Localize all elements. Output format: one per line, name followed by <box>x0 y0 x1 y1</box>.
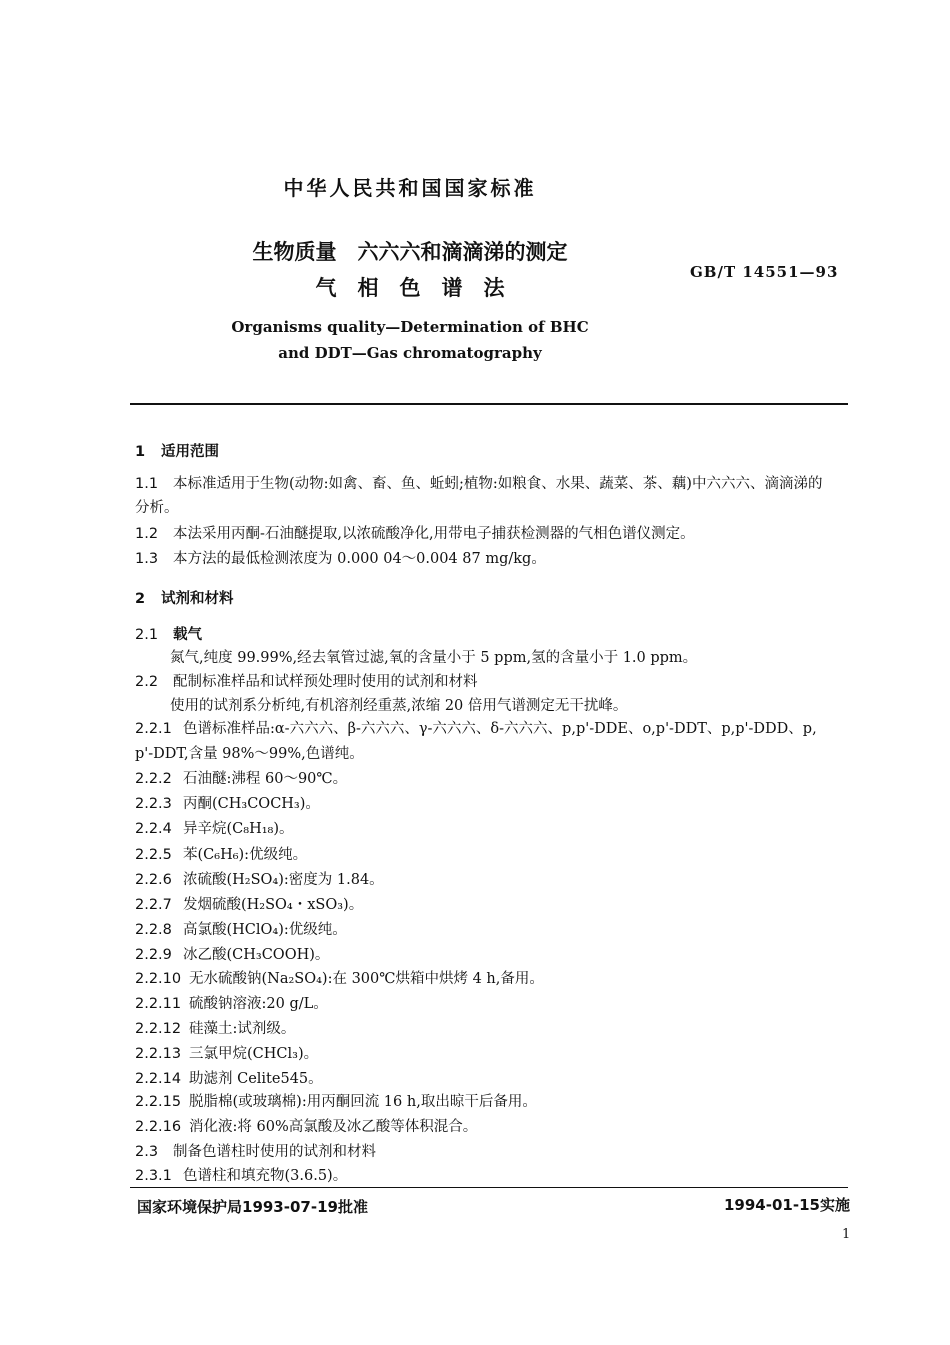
implementation-date: 1994-01-15实施 <box>724 1196 850 1214</box>
clause-text: 硫酸钠溶液:20 g/L。 <box>189 996 328 1012</box>
page-number: 1 <box>842 1227 851 1242</box>
clause-2-2-1-continued: p'-DDT,含量 98%～99%,色谱纯。 <box>135 746 364 762</box>
clause-number: 2.2.6 <box>135 872 172 888</box>
clause-text: 高氯酸(HClO₄):优级纯。 <box>183 922 347 938</box>
section-title: 适用范围 <box>161 443 219 460</box>
clause-1-1-continued: 分析。 <box>135 500 179 516</box>
footer-divider <box>130 1187 848 1188</box>
clause-text: 硅藻土:试剂级。 <box>189 1021 296 1037</box>
clause-number: 2.2.16 <box>135 1119 182 1135</box>
clause-number: 2.2.1 <box>135 721 172 737</box>
clause-text: 苯(C₆H₆):优级纯。 <box>183 847 308 863</box>
clause-2-1 <box>135 623 202 644</box>
clause-text: 冰乙酸(CH₃COOH)。 <box>183 947 330 963</box>
clause-text: 丙酮(CH₃COCH₃)。 <box>183 796 320 812</box>
clause-2-2-6 <box>135 868 384 889</box>
clause-2-2-15 <box>135 1090 537 1111</box>
clause-title: 制备色谱柱时使用的试剂和材料 <box>173 1144 376 1160</box>
section-title: 试剂和材料 <box>161 590 234 607</box>
clause-text: 色谱柱和填充物(3.6.5)。 <box>183 1168 348 1184</box>
title-chinese-line2: 气 相 色 谱 法 <box>315 276 505 300</box>
clause-2-2-8 <box>135 918 347 939</box>
section-2-heading <box>135 587 234 608</box>
clause-2-2-16 <box>135 1115 477 1136</box>
clause-number: 2.3.1 <box>135 1168 172 1184</box>
clause-1-3 <box>135 547 546 568</box>
clause-number: 2.3 <box>135 1144 159 1160</box>
clause-text: 助滤剂 Celite545。 <box>189 1071 323 1087</box>
clause-2-2-11 <box>135 992 328 1013</box>
clause-2-2-2 <box>135 767 347 788</box>
approval-date: 国家环境保护局1993-07-19批准 <box>137 1198 368 1216</box>
clause-number: 2.2.10 <box>135 971 182 987</box>
clause-2-1-text: 氮气,纯度 99.99%,经去氧管过滤,氧的含量小于 5 ppm,氢的含量小于 1.0 ppm。 <box>170 650 698 666</box>
clause-2-2-9 <box>135 943 329 964</box>
header-divider <box>130 403 848 405</box>
clause-number: 2.2.9 <box>135 947 172 963</box>
clause-number: 2.2.3 <box>135 796 172 812</box>
clause-1-1 <box>135 472 822 493</box>
clause-number: 2.2.5 <box>135 847 172 863</box>
clause-text: 三氯甲烷(CHCl₃)。 <box>189 1046 319 1062</box>
clause-text: 脱脂棉(或玻璃棉):用丙酮回流 16 h,取出晾干后备用。 <box>189 1094 537 1110</box>
section-number: 1 <box>135 444 146 460</box>
clause-2-2 <box>135 670 478 691</box>
clause-number: 2.2.14 <box>135 1071 182 1087</box>
clause-text: 色谱标准样品:α-六六六、β-六六六、γ-六六六、δ-六六六、p,p'-DDE、o,p'-DDT、p,p'-DDD、p, <box>183 721 817 737</box>
clause-number: 1.2 <box>135 526 159 542</box>
standard-number: GB/T 14551—93 <box>690 263 839 281</box>
clause-number: 2.2.8 <box>135 922 172 938</box>
clause-2-3-1 <box>135 1164 347 1185</box>
clause-number: 2.2.2 <box>135 771 172 787</box>
clause-2-2-14 <box>135 1067 323 1088</box>
clause-text: 无水硫酸钠(Na₂SO₄):在 300℃烘箱中烘烤 4 h,备用。 <box>189 971 544 987</box>
section-1-heading <box>135 440 219 461</box>
section-number: 2 <box>135 591 146 607</box>
clause-text: 浓硫酸(H₂SO₄):密度为 1.84。 <box>183 872 384 888</box>
clause-number: 2.2 <box>135 674 159 690</box>
clause-number: 2.1 <box>135 627 159 643</box>
clause-number: 2.2.12 <box>135 1021 182 1037</box>
clause-text: 本方法的最低检测浓度为 0.000 04～0.004 87 mg/kg。 <box>173 551 546 567</box>
clause-title: 配制标准样品和试样预处理时使用的试剂和材料 <box>173 674 478 690</box>
clause-1-2 <box>135 522 695 543</box>
clause-text: 本法采用丙酮-石油醚提取,以浓硫酸净化,用带电子捕获检测器的气相色谱仪测定。 <box>173 526 695 542</box>
clause-number: 2.2.15 <box>135 1094 182 1110</box>
clause-2-2-13 <box>135 1042 318 1063</box>
clause-text: 本标准适用于生物(动物:如禽、畜、鱼、蚯蚓;植物:如粮食、水果、蔬菜、茶、藕)中六六六、滴滴涕的 <box>173 476 823 492</box>
clause-2-2-1 <box>135 717 817 738</box>
clause-number: 1.1 <box>135 476 159 492</box>
clause-text: 石油醚:沸程 60～90℃。 <box>183 771 348 787</box>
clause-2-2-7 <box>135 893 363 914</box>
clause-2-3 <box>135 1140 376 1161</box>
clause-text: 消化液:将 60%高氯酸及冰乙酸等体积混合。 <box>189 1119 478 1135</box>
clause-2-2-5 <box>135 843 307 864</box>
title-english-line1: Organisms quality—Determination of BHC <box>231 318 589 336</box>
clause-number: 2.2.11 <box>135 996 182 1012</box>
title-english-line2: and DDT—Gas chromatography <box>278 344 542 362</box>
clause-number: 2.2.4 <box>135 821 172 837</box>
clause-2-2-12 <box>135 1017 295 1038</box>
clause-text: 发烟硫酸(H₂SO₄・xSO₃)。 <box>183 897 364 913</box>
clause-2-2-3 <box>135 792 320 813</box>
clause-number: 2.2.7 <box>135 897 172 913</box>
clause-number: 1.3 <box>135 551 159 567</box>
clause-title: 载气 <box>173 626 202 643</box>
clause-2-2-4 <box>135 817 294 838</box>
title-chinese-line1: 生物质量 六六六和滴滴涕的测定 <box>252 240 568 264</box>
clause-number: 2.2.13 <box>135 1046 182 1062</box>
clause-text: 异辛烷(C₈H₁₈)。 <box>183 821 294 837</box>
standard-category-heading: 中华人民共和国国家标准 <box>283 176 537 200</box>
clause-2-2-10 <box>135 967 544 988</box>
clause-2-2-text: 使用的试剂系分析纯,有机溶剂经重蒸,浓缩 20 倍用气谱测定无干扰峰。 <box>170 698 628 714</box>
